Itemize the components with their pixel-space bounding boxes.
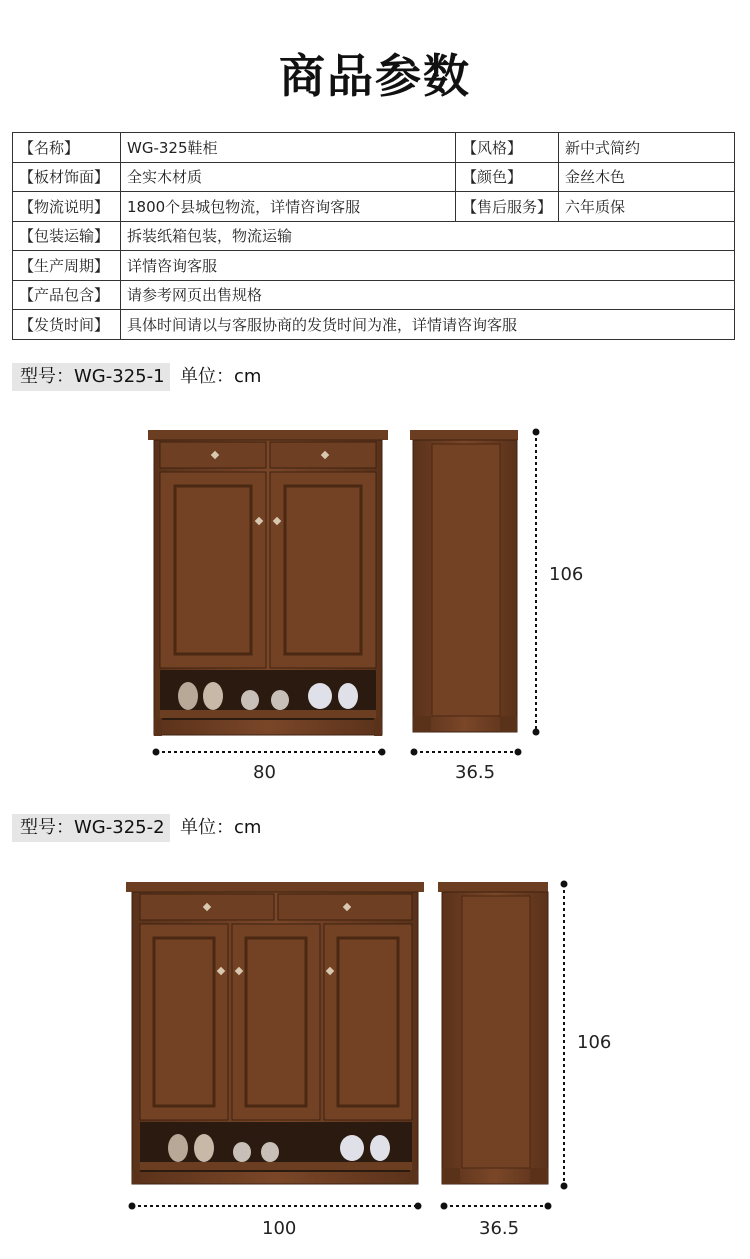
cabinet-side-view (410, 430, 518, 732)
spec-value: WG-325鞋柜 (121, 133, 456, 163)
cabinet-2-illustration (0, 872, 750, 1212)
cabinet-1-illustration (0, 420, 750, 760)
spec-key: 【板材饰面】 (13, 162, 121, 192)
spec-value: 1800个县城包物流，详情咨询客服 (121, 192, 456, 222)
page-title: 商品参数 (279, 49, 471, 103)
spec-key: 【颜色】 (456, 162, 559, 192)
model-label: 型号：WG-325-2 (12, 814, 170, 842)
table-row (13, 221, 735, 251)
unit-label: 单位：cm (180, 817, 262, 838)
spec-table (12, 132, 735, 340)
height-dimension: 106 (577, 1032, 612, 1053)
table-row (13, 162, 735, 192)
depth-dimension: 36.5 (479, 1218, 520, 1239)
spec-key: 【发货时间】 (13, 310, 121, 340)
cabinet-side-view (438, 882, 548, 1184)
height-dimension: 106 (549, 564, 584, 585)
spec-key: 【名称】 (13, 133, 121, 163)
spec-key: 【物流说明】 (13, 192, 121, 222)
table-row (13, 192, 735, 222)
spec-value: 详情咨询客服 (121, 251, 735, 281)
spec-value: 具体时间请以与客服协商的发货时间为准，详情请咨询客服 (121, 310, 735, 340)
table-row (13, 310, 735, 340)
width-dimension: 100 (262, 1218, 297, 1239)
table-row (13, 280, 735, 310)
table-row (13, 133, 735, 163)
spec-key: 【生产周期】 (13, 251, 121, 281)
spec-value: 金丝木色 (559, 162, 735, 192)
depth-dimension: 36.5 (455, 762, 496, 783)
width-dimension: 80 (253, 762, 276, 783)
table-row (13, 251, 735, 281)
model-label: 型号：WG-325-1 (12, 363, 170, 391)
cabinet-front-view (126, 882, 424, 1184)
spec-value: 拆装纸箱包装，物流运输 (121, 221, 735, 251)
spec-value: 全实木材质 (121, 162, 456, 192)
spec-value: 六年质保 (559, 192, 735, 222)
cabinet-front-view (148, 430, 388, 736)
spec-key: 【产品包含】 (13, 280, 121, 310)
spec-key: 【包装运输】 (13, 221, 121, 251)
spec-value: 新中式简约 (559, 133, 735, 163)
spec-key: 【售后服务】 (456, 192, 559, 222)
unit-label: 单位：cm (180, 366, 262, 387)
spec-value: 请参考网页出售规格 (121, 280, 735, 310)
spec-key: 【风格】 (456, 133, 559, 163)
